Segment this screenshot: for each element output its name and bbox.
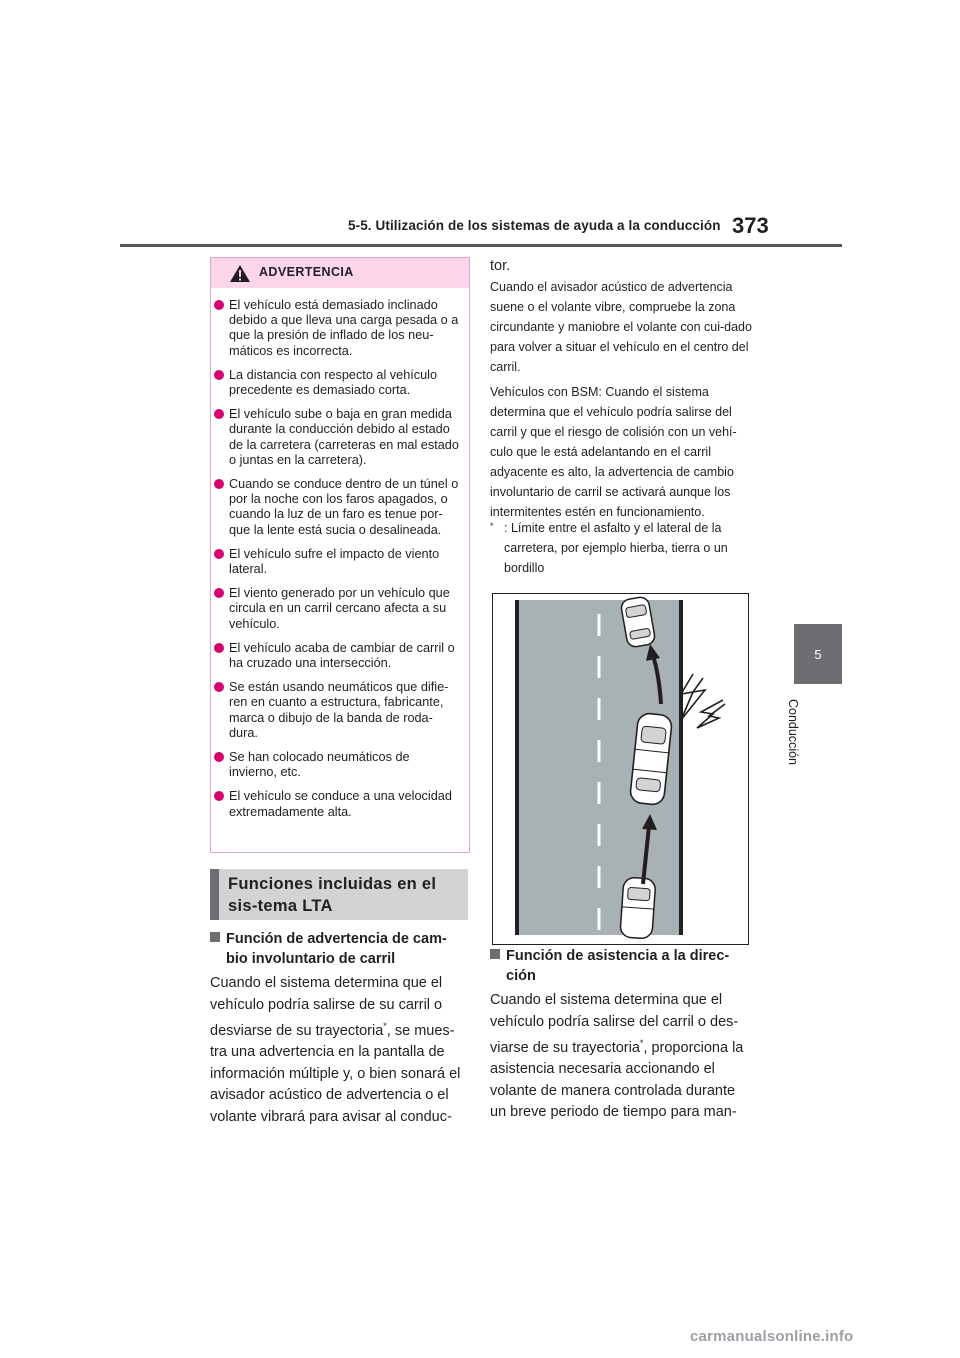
chapter-label-text: Conducción (786, 698, 800, 766)
steering-assist-text-a: Cuando el sistema determina que el vehículo podría salirse del carril o des-viarse de su trayectoria (490, 992, 739, 1056)
warning-item (211, 586, 469, 632)
steering-assist-text-b: , proporciona la asistencia necesaria accionando el volante de manera controlada durante un breve periodo de tiempo para man- (490, 1039, 744, 1121)
warning-item (211, 407, 469, 468)
note-steering-check: Cuando el avisador acústico de advertencia suene o el volante vibre, compruebe la zona circundante y maniobre el volante con cui-dado para volver a situar el vehículo en el centro del carril. (490, 280, 752, 374)
functions-heading-box (210, 869, 468, 920)
footnote-text: : Límite entre el asfalto y el lateral de la carretera, por ejemplo hierba, tierra o un bordillo (504, 521, 728, 575)
lane-departure-text (210, 973, 468, 1128)
lane-departure-title-2: bio involuntario de carril (226, 951, 396, 967)
bullet-icon (214, 643, 224, 653)
warning-item (211, 368, 469, 398)
functions-heading: Funciones incluidas en el sis-tema LTA (228, 875, 437, 915)
chapter-tab (794, 624, 842, 684)
warning-item (211, 298, 469, 359)
steering-assist-heading (490, 946, 752, 986)
section-title: 5-5. Utilización de los sistemas de ayuda a la conducción (348, 218, 721, 233)
warning-item (211, 477, 469, 538)
bullet-icon (214, 752, 224, 762)
bullet-icon (214, 370, 224, 380)
chapter-label (768, 692, 818, 772)
footnote-mark: * (490, 521, 494, 531)
note-bsm: Vehículos con BSM: Cuando el sistema determina que el vehículo podría salirse del carril y que el riesgo de colisión con un vehí-culo que le está adelantando en el carril adyacente es alto, la advertencia de cambio involuntario de carril se activará aunque los intermitentes estén en funcionamiento. (490, 385, 737, 519)
header-divider (120, 244, 842, 247)
warning-header (211, 258, 469, 288)
warning-item-text: El vehículo se conduce a una velocidad extremadamente alta. (229, 789, 452, 819)
warning-item-text: La distancia con respecto al vehículo precedente es demasiado corta. (229, 367, 438, 398)
footnote-star: * (639, 1038, 644, 1048)
lane-departure-illustration (492, 593, 749, 945)
page-number: 373 (732, 213, 769, 238)
bullet-icon (214, 409, 224, 419)
warning-item-text: El vehículo sufre el impacto de viento lateral. (229, 546, 440, 577)
warning-item (211, 641, 469, 671)
warning-item-text: El vehículo acaba de cambiar de carril o ha cruzado una intersección. (229, 640, 455, 671)
lane-departure-text-a: Cuando el sistema determina que el vehículo podría salirse de su carril o desviarse de su trayectoria (210, 975, 443, 1039)
warning-item-text: El vehículo sube o baja en gran medida durante la conducción debido al estado de la carretera (carreteras en mal estado o juntas en la carretera). (229, 407, 459, 467)
bullet-icon (214, 682, 224, 692)
warning-item (211, 680, 469, 741)
warning-item (211, 750, 469, 780)
road-diagram (493, 594, 748, 944)
warning-item-text: Se han colocado neumáticos de invierno, etc. (229, 750, 410, 780)
heading-accent-bar (210, 869, 219, 920)
watermark: carmanualsonline.info (690, 1328, 854, 1345)
bullet-icon (214, 479, 224, 489)
chapter-number: 5 (814, 646, 822, 662)
warning-item (211, 547, 469, 577)
warning-title: ADVERTENCIA (259, 265, 354, 279)
warning-item (211, 789, 469, 819)
footnote-star: * (383, 1021, 387, 1031)
steering-assist-title-1: Función de asistencia a la direc- (506, 948, 730, 964)
square-bullet-icon (210, 932, 220, 942)
warning-item-text: Se están usando neumáticos que difie-ren en cuanto a estructura, fabricante, marca o dibujo de la banda de roda-dura. (229, 680, 449, 740)
bullet-icon (214, 300, 224, 310)
footnote (490, 518, 738, 578)
steering-assist-title-2: ción (506, 968, 536, 984)
lane-departure-text-b: , se mues-tra una advertencia en la pantalla de información múltiple y, o bien sonará el avisador acústico de advertencia o el volante vibrará para avisar al conduc- (210, 1022, 461, 1125)
warning-box (210, 257, 470, 853)
lane-departure-title-1: Función de advertencia de cam- (226, 931, 447, 947)
warning-list (211, 292, 469, 829)
bullet-icon (214, 549, 224, 559)
bullet-icon (214, 588, 224, 598)
bullet-icon (214, 791, 224, 801)
warning-item-text: El viento generado por un vehículo que circula en un carril cercano afecta a su vehículo. (229, 586, 450, 631)
square-bullet-icon (490, 949, 500, 959)
steering-assist-text (490, 990, 752, 1124)
continuation-text: tor. (490, 258, 511, 274)
lane-departure-heading (210, 929, 468, 969)
warning-item-text: El vehículo está demasiado inclinado debido a que lleva una carga pesada o a que la presión de inflado de los neu-máticos es incorrecta. (229, 298, 459, 358)
warning-triangle-icon (229, 264, 251, 283)
warning-item-text: Cuando se conduce dentro de un túnel o por la noche con los faros apagados, o cuando la luz de un faro es tenue por-que la lente está sucia o desalineada. (229, 477, 459, 537)
